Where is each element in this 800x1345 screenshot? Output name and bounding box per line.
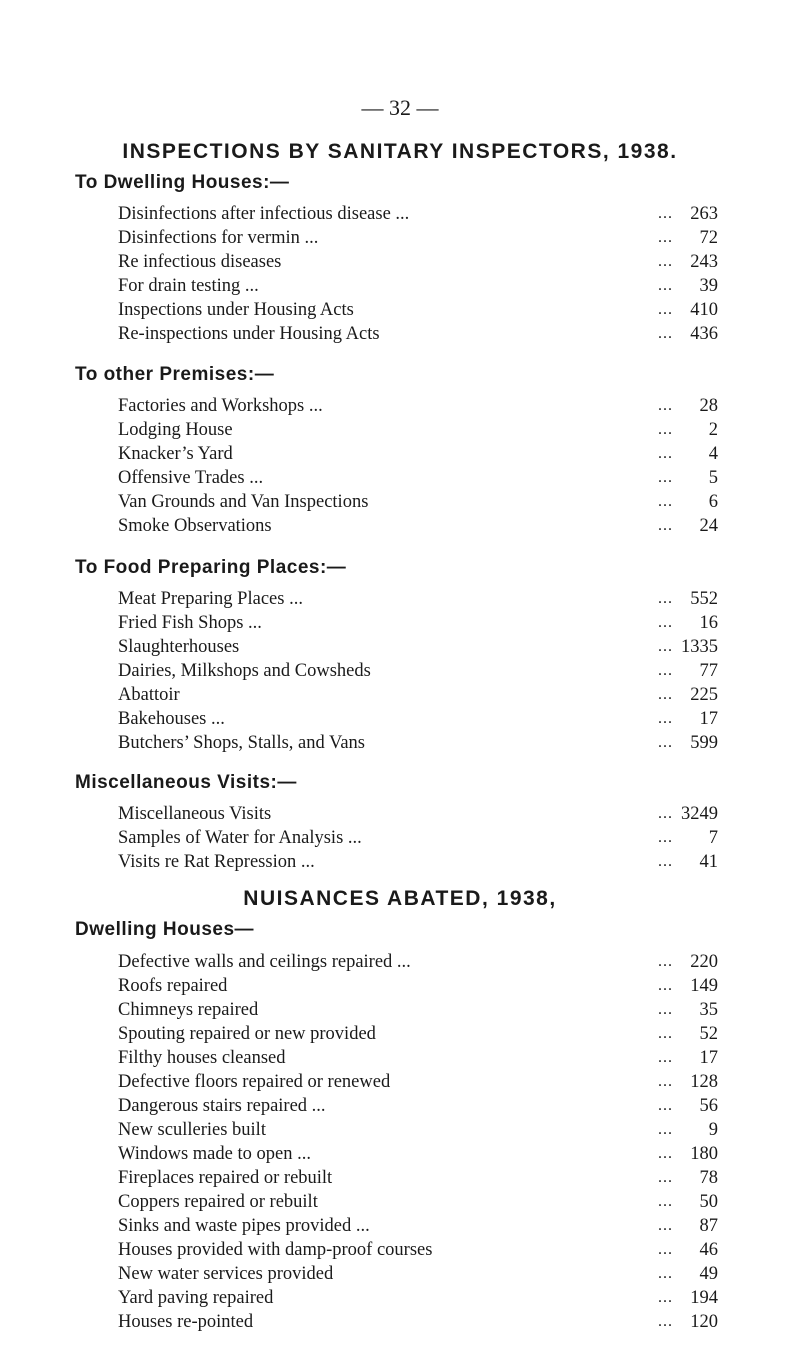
list-item: Filthy houses cleansed ... 17 [118,1048,718,1068]
list-item: Houses re-pointed ... 120 [118,1312,718,1332]
list-item: Defective floors repaired or renewed ... 128 [118,1072,718,1092]
list-item: Chimneys repaired ... 35 [118,1000,718,1020]
list-item: Butchers’ Shops, Stalls, and Vans ... 599 [118,733,718,753]
list-item: Abattoir ... 225 [118,685,718,705]
list-item: Bakehouses ... ... 17 [118,709,718,729]
list-item: Slaughterhouses ... 1335 [118,637,718,657]
list-item: Defective walls and ceilings repaired ... ... 220 [118,952,718,972]
page-number: — 32 — [361,95,439,120]
list-item: Re-inspections under Housing Acts ... 436 [118,324,718,344]
other-premises-heading: To other Premises:— [75,364,275,385]
list-item: Disinfections for vermin ... ... 72 [118,228,718,248]
list-item: Spouting repaired or new provided ... 52 [118,1024,718,1044]
inspections-heading: INSPECTIONS BY SANITARY INSPECTORS, 1938. [122,140,678,163]
list-item: Dangerous stairs repaired ... ... 56 [118,1096,718,1116]
list-item: Yard paving repaired ... 194 [118,1288,718,1308]
nuisances-dwelling-heading: Dwelling Houses— [75,919,255,940]
list-item: Disinfections after infectious disease ... ... 263 [118,204,718,224]
list-item: Inspections under Housing Acts ... 410 [118,300,718,320]
list-item: Meat Preparing Places ... ... 552 [118,589,718,609]
dwelling-houses-heading: To Dwelling Houses:— [75,172,290,193]
list-item: Lodging House ... 2 [118,420,718,440]
list-item: Smoke Observations ... 24 [118,516,718,536]
list-item: Fried Fish Shops ... ... 16 [118,613,718,633]
list-item: Offensive Trades ... ... 5 [118,468,718,488]
list-item: Houses provided with damp-proof courses ... 46 [118,1240,718,1260]
list-item: Sinks and waste pipes provided ... ... 87 [118,1216,718,1236]
list-item: Knacker’s Yard ... 4 [118,444,718,464]
list-item: For drain testing ... ... 39 [118,276,718,296]
list-item: Windows made to open ... ... 180 [118,1144,718,1164]
list-item: Visits re Rat Repression ... ... 41 [118,852,718,872]
list-item: Roofs repaired ... 149 [118,976,718,996]
list-item: Re infectious diseases ... 243 [118,252,718,272]
list-item: New sculleries built ... 9 [118,1120,718,1140]
food-places-heading: To Food Preparing Places:— [75,557,347,578]
list-item: Coppers repaired or rebuilt ... 50 [118,1192,718,1212]
list-item: Samples of Water for Analysis ... ... 7 [118,828,718,848]
list-item: Factories and Workshops ... ... 28 [118,396,718,416]
list-item: New water services provided ... 49 [118,1264,718,1284]
nuisances-heading: NUISANCES ABATED, 1938, [243,887,557,910]
list-item: Dairies, Milkshops and Cowsheds ... 77 [118,661,718,681]
list-item: Miscellaneous Visits ... 3249 [118,804,718,824]
list-item: Van Grounds and Van Inspections ... 6 [118,492,718,512]
misc-visits-heading: Miscellaneous Visits:— [75,772,297,793]
list-item: Fireplaces repaired or rebuilt ... 78 [118,1168,718,1188]
